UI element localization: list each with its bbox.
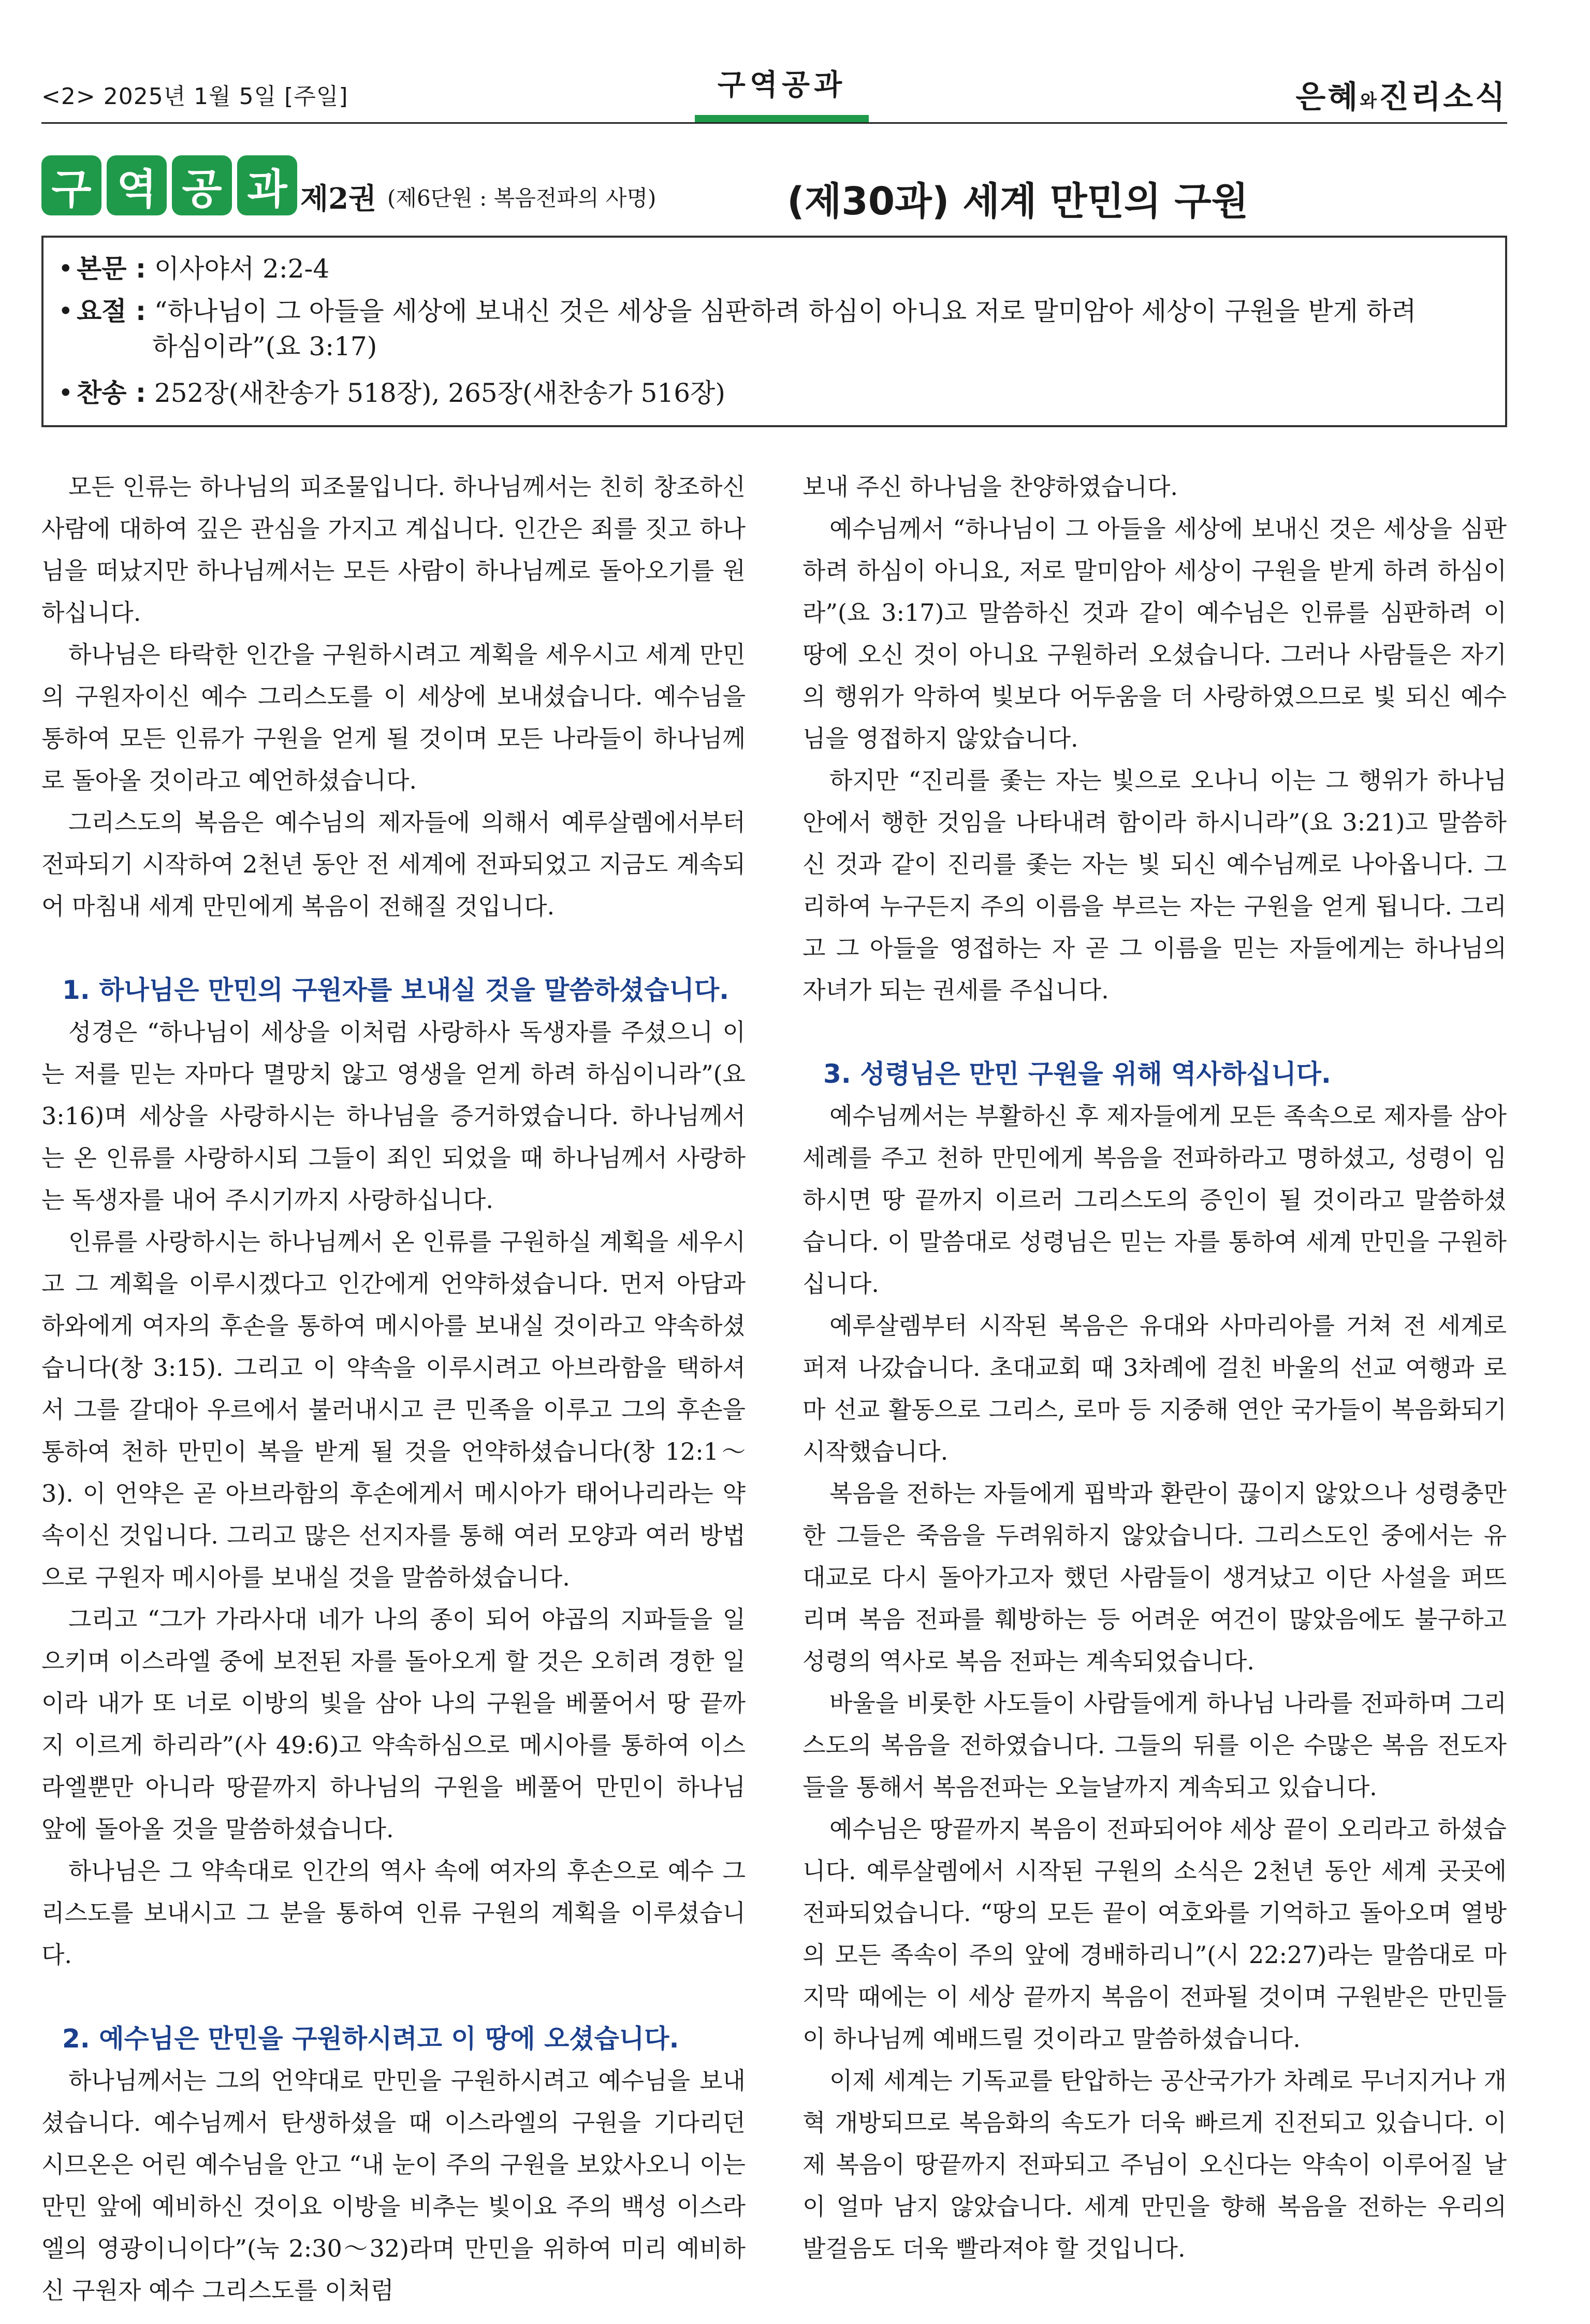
paragraph: 예루살렘부터 시작된 복음은 유대와 사마리아를 거쳐 전 세계로 퍼져 나갔습니다. 초대교회 때 3차례에 걸친 바울의 선교 여행과 로마 선교 활동으로 그리스, 로마 등 지중해 연안 국가들이 복음화되기 시작했습니다. xyxy=(803,1312,1507,1465)
paragraph: 성경은 “하나님이 세상을 이처럼 사랑하사 독생자를 주셨으니 이는 저를 믿는 자마다 멸망치 않고 영생을 얻게 하려 하심이니라”(요 3:16)며 세상을 사랑하시는 하나님을 증거하였습니다. 하나님께서는 온 인류를 사랑하시되 그들이 죄인 되었을 때 하나님께서 사랑하는 독생자를 내어 주시기까지 사랑하십니다. xyxy=(41,1018,746,1214)
paragraph: 복음을 전하는 자들에게 핍박과 환란이 끊이지 않았으나 성령충만한 그들은 죽음을 두려워하지 않았습니다. 그리스도인 중에서는 유대교로 다시 돌아가고자 했던 사람들이 생겨났고 이단 사설을 퍼뜨리며 복음 전파를 훼방하는 등 어려운 여건이 많았음에도 불구하고 성령의 역사로 복음 전파는 계속되었습니다. xyxy=(803,1479,1507,1675)
badge-char: 과 xyxy=(237,155,297,215)
paragraph: 모든 인류는 하나님의 피조물입니다. 하나님께서는 친히 창조하신 사람에 대하여 깊은 관심을 가지고 계십니다. 인간은 죄를 짓고 하나님을 떠났지만 하나님께서는 모든 사람이 하나님께로 돌아오기를 원하십니다. xyxy=(41,473,746,627)
publication-name-main: 은혜 xyxy=(1295,79,1360,115)
publication-name-end: 진리소식 xyxy=(1379,79,1507,115)
key-verse-line-2: 하심이라”(요 3:17) xyxy=(152,331,377,361)
right-column xyxy=(803,466,1507,2270)
paragraph: 예수님은 땅끝까지 복음이 전파되어야 세상 끝이 오리라고 하셨습니다. 예루살렘에서 시작된 구원의 소식은 2천년 동안 세계 곳곳에 전파되었습니다. “땅의 모든 끝이 여호와를 기억하고 돌아오며 열방의 모든 족속이 주의 앞에 경배하리니”(시 22:27)라는 말씀대로 마지막 때에는 이 세상 끝까지 복음이 전파될 것이며 구원받은 만민들이 하나님께 예배드릴 것이라고 말씀하셨습니다. xyxy=(803,1815,1507,2053)
scripture-value: 이사야서 2:2-4 xyxy=(154,254,330,284)
volume-label: 제2권 xyxy=(300,182,377,216)
hymn-label: 찬송 : xyxy=(77,378,147,408)
left-column xyxy=(41,466,746,2312)
key-verse-value: “하나님이 그 아들을 세상에 보내신 것은 세상을 심판하려 하심이 아니요 저로 말미암아 세상이 구원을 받게 하려 xyxy=(154,296,1417,326)
paragraph: 하지만 “진리를 좇는 자는 빛으로 오나니 이는 그 행위가 하나님 안에서 행한 것임을 나타내려 함이라 하시니라”(요 3:21)고 말씀하신 것과 같이 진리를 좇는 자는 빛 되신 예수님께로 나아옵니다. 그리하여 누구든지 주의 이름을 부르는 자는 구원을 얻게 됩니다. 그리고 그 아들을 영접하는 자 곧 그 이름을 믿는 자들에게는 하나님의 자녀가 되는 권세를 주십니다. xyxy=(803,766,1507,1004)
publication-logo xyxy=(1295,72,1507,117)
bullet: • xyxy=(58,378,74,408)
publication-name-mid: 와 xyxy=(1360,90,1379,111)
hymn-line xyxy=(58,376,725,410)
badge-char: 역 xyxy=(107,155,167,215)
paragraph: 이제 세계는 기독교를 탄압하는 공산국가가 차례로 무너지거나 개혁 개방되므로 복음화의 속도가 더욱 빠르게 진전되고 있습니다. 이제 복음이 땅끝까지 전파되고 주님이 오신다는 약속이 이루어질 날이 얼마 남지 않았습니다. 세계 만민을 향해 복음을 전하는 우리의 발걸음도 더욱 빨라져야 할 것입니다. xyxy=(803,2067,1507,2262)
badge-char: 공 xyxy=(172,155,232,215)
lesson-title: (제30과) 세계 만민의 구원 xyxy=(787,179,1249,224)
bullet: • xyxy=(58,296,74,326)
paragraph: 예수님께서 “하나님이 그 아들을 세상에 보내신 것은 세상을 심판하려 하심이 아니요, 저로 말미암아 세상이 구원을 받게 하려 하심이라”(요 3:17)고 말씀하신 것과 같이 예수님은 인류를 심판하려 이 땅에 오신 것이 아니요 구원하러 오셨습니다. 그러나 사람들은 자기의 행위가 악하여 빛보다 어두움을 더 사랑하였으므로 빛 되신 예수님을 영접하지 않았습니다. xyxy=(803,515,1507,752)
unit-label: (제6단원 : 복음전파의 사명) xyxy=(387,185,657,211)
header-divider xyxy=(41,122,1507,124)
section-badge xyxy=(41,155,297,217)
scripture-line xyxy=(58,252,329,285)
paragraph: 하나님께서는 그의 언약대로 만민을 구원하시려고 예수님을 보내셨습니다. 예수님께서 탄생하셨을 때 이스라엘의 구원을 기다리던 시므온은 어린 예수님을 안고 “내 눈이 주의 구원을 보았사오니 이는 만민 앞에 예비하신 것이요 이방을 비추는 빛이요 주의 백성 이스라엘의 영광이니이다”(눅 2:30～32)라며 만민을 위하여 미리 예비하신 구원자 예수 그리스도를 이처럼 xyxy=(41,2067,746,2304)
section-heading-2: 2. 예수님은 만민을 구원하시려고 이 땅에 오셨습니다. xyxy=(62,2024,679,2054)
paragraph: 그리고 “그가 가라사대 네가 나의 종이 되어 야곱의 지파들을 일으키며 이스라엘 중에 보전된 자를 돌아오게 할 것은 오히려 경한 일이라 내가 또 너로 이방의 빛을 삼아 나의 구원을 베풀어서 땅 끝까지 이르게 하리라”(사 49:6)고 약속하심으로 메시아를 통하여 이스라엘뿐만 아니라 땅끝까지 하나님의 구원을 베풀어 만민이 하나님 앞에 돌아올 것을 말씀하셨습니다. xyxy=(41,1605,746,1843)
hymn-value: 252장(새찬송가 518장), 265장(새찬송가 516장) xyxy=(154,378,725,408)
paragraph: 하나님은 타락한 인간을 구원하시려고 계획을 세우시고 세계 만민의 구원자이신 예수 그리스도를 이 세상에 보내셨습니다. 예수님을 통하여 모든 인류가 구원을 얻게 될 것이며 모든 나라들이 하나님께로 돌아올 것이라고 예언하셨습니다. xyxy=(41,641,746,794)
paragraph: 보내 주신 하나님을 찬양하였습니다. xyxy=(803,473,1178,501)
badge-char: 구 xyxy=(41,155,101,215)
paragraph: 인류를 사랑하시는 하나님께서 온 인류를 구원하실 계획을 세우시고 그 계획을 이루시겠다고 인간에게 언약하셨습니다. 먼저 아담과 하와에게 여자의 후손을 통하여 메시아를 보내실 것이라고 약속하셨습니다(창 3:15). 그리고 이 약속을 이루시려고 아브라함을 택하셔서 그를 갈대아 우르에서 불러내시고 큰 민족을 이루고 그의 후손을 통하여 천하 만민이 복을 받게 될 것을 언약하셨습니다(창 12:1～3). 이 언약은 곧 아브라함의 후손에게서 메시아가 태어나리라는 약속이신 것입니다. 그리고 많은 선지자를 통해 여러 모양과 여러 방법으로 구원자 메시아를 보내실 것을 말씀하셨습니다. xyxy=(41,1228,746,1591)
paragraph: 하나님은 그 약속대로 인간의 역사 속에 여자의 후손으로 예수 그리스도를 보내시고 그 분을 통하여 인류 구원의 계획을 이루셨습니다. xyxy=(41,1857,746,1969)
paragraph: 그리스도의 복음은 예수님의 제자들에 의해서 예루살렘에서부터 전파되기 시작하여 2천년 동안 전 세계에 전파되었고 지금도 계속되어 마침내 세계 만민에게 복음이 전해질 것입니다. xyxy=(41,808,746,920)
key-verse-label: 요절 : xyxy=(77,296,147,326)
bullet: • xyxy=(58,254,74,284)
section-heading-1: 1. 하나님은 만민의 구원자를 보내실 것을 말씀하셨습니다. xyxy=(62,975,730,1005)
section-heading-3: 3. 성령님은 만민 구원을 위해 역사하십니다. xyxy=(823,1059,1331,1089)
section-title: 구역공과 xyxy=(717,68,847,102)
scripture-label: 본문 : xyxy=(77,254,147,284)
key-verse-line xyxy=(58,295,1491,328)
section-underline xyxy=(695,115,869,122)
page-number-date: <2> 2025년 1월 5일 [주일] xyxy=(41,83,348,110)
summary-box xyxy=(41,236,1507,427)
paragraph: 바울을 비롯한 사도들이 사람들에게 하나님 나라를 전파하며 그리스도의 복음을 전하였습니다. 그들의 뒤를 이은 수많은 복음 전도자들을 통해서 복음전파는 오늘날까지 계속되고 있습니다. xyxy=(803,1689,1507,1801)
paragraph: 예수님께서는 부활하신 후 제자들에게 모든 족속으로 제자를 삼아 세례를 주고 천하 만민에게 복음을 전파하라고 명하셨고, 성령이 임하시면 땅 끝까지 이르러 그리스도의 증인이 될 것이라고 말씀하셨습니다. 이 말씀대로 성령님은 믿는 자를 통하여 세계 만민을 구원하십니다. xyxy=(803,1102,1507,1298)
